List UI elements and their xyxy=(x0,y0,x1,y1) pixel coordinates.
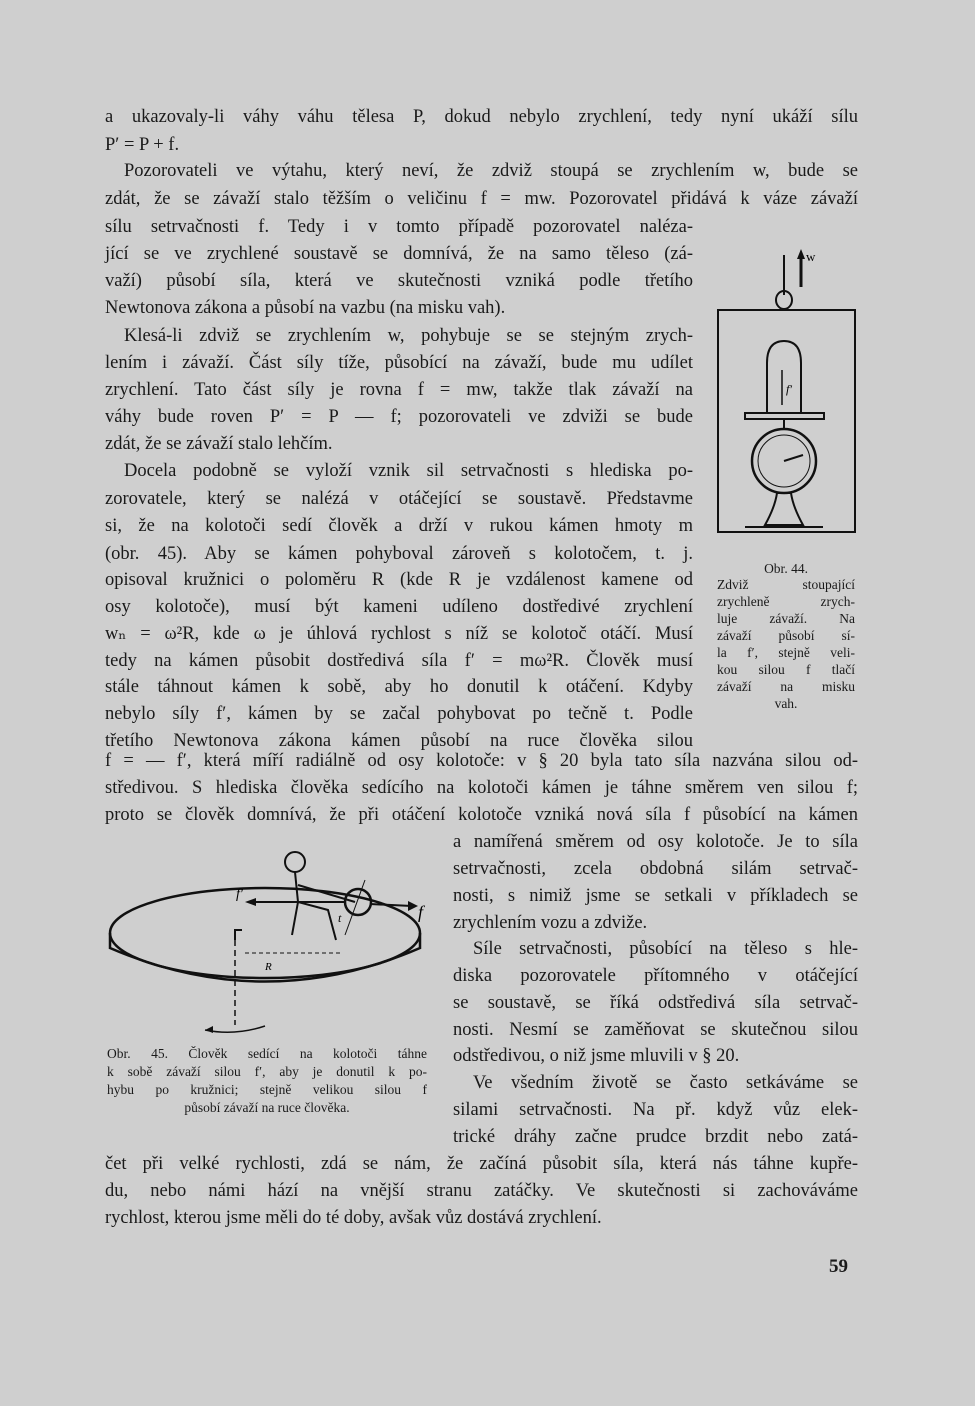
fig44-caption-line: kou silou f tlačí xyxy=(717,662,855,677)
fig45-f-label: f xyxy=(418,902,424,922)
body-text-line: váhy bude roven P′ = P — f; pozorovateli ve zdviži se bude xyxy=(105,407,693,427)
body-text-line: jící se ve zrychlené soustavě se domnívá, že na samo těleso (zá- xyxy=(105,244,693,264)
body-text-line: trické dráhy začne prudce brzdit nebo zatá- xyxy=(453,1127,858,1147)
body-text-line: važí) působí síla, která ve skutečnosti vzniká podle třetího xyxy=(105,271,693,291)
body-text-line: se soustavě, se říká odstředivá síla setrvač- xyxy=(453,993,858,1013)
fig44-caption-line: Zdviž stoupající xyxy=(717,577,855,592)
body-text-line: P′ = P + f. xyxy=(105,135,180,155)
body-text-line: Ve všedním životě se často setkáváme se xyxy=(473,1073,858,1093)
fig44-caption-line: la f′, stejně veli- xyxy=(717,645,855,660)
body-text-line: silami setrvačnosti. Na př. když vůz elek- xyxy=(453,1100,858,1120)
page-number: 59 xyxy=(829,1256,848,1277)
body-text-line: rychlost, kterou jsme měli do té doby, avšak vůz dostává zrychlení. xyxy=(105,1208,602,1228)
body-text-line: opisoval kružnici o poloměru R (kde R je vzdálenost kamene od xyxy=(105,570,693,590)
body-text-line: třetího Newtonova zákona kámen působí na ruce člověka silou xyxy=(105,731,693,751)
body-text-line: tedy na kámen působit dostředivá síla f′ = mω²R. Člověk musí xyxy=(105,651,693,671)
body-text-line: zdát, že se závaží stalo lehčím. xyxy=(105,434,333,454)
fig45-t-label: t xyxy=(338,911,342,925)
fig44-caption-line: zrychleně zrych- xyxy=(717,594,855,609)
body-text-line: lením i závaží. Část síly tíže, působící na závaží, bude mu udílet xyxy=(105,353,693,373)
body-text-line: zrychlení. Tato část síly je rovna f = mw, takže tlak závaží na xyxy=(105,380,693,400)
body-text-line: nebylo síly f′, kámen by se začal pohybovat po tečně t. Podle xyxy=(105,704,693,724)
body-text-line: setrvačnosti, zcela obdobná silám setrvač- xyxy=(453,859,858,879)
body-text-line: f = — f′, která míří radiálně od osy kolotoče: v § 20 byla tato síla nazvána silou od- xyxy=(105,751,858,771)
body-text-line: středivou. S hlediska člověka sedícího na kolotoči kámen je táhne směrem ven silou f; xyxy=(105,778,858,798)
body-text-line: stále táhnout kámen k sobě, aby ho donutil k otáčení. Kdyby xyxy=(105,677,693,697)
fig44-caption-line: závaží na misku xyxy=(717,679,855,694)
body-text-line: odstředivou, o niž jsme mluvili v § 20. xyxy=(453,1046,740,1066)
body-text-line: zrychlením vozu a zdviže. xyxy=(453,913,648,933)
body-text-line: Síle setrvačnosti, působící na těleso s hle- xyxy=(473,939,858,959)
body-text-line: zorovatele, který se nalézá v otáčející se soustavě. Představme xyxy=(105,489,693,509)
body-text-line: sílu setrvačnosti f. Tedy i v tomto případě pozorovatel naléza- xyxy=(105,217,693,237)
body-text-line: nosti, s nimiž jsme se setkali v příkladech se xyxy=(453,886,858,906)
fig45-caption-line: Obr. 45. Člověk sedící na kolotoči táhne xyxy=(107,1046,427,1061)
fig44-w-label: w xyxy=(806,249,816,264)
body-text-line: (obr. 45). Aby se kámen pohyboval zároveň s kolotočem, t. j. xyxy=(105,544,693,564)
body-text-line: a ukazovaly-li váhy váhu tělesa P, dokud nebylo zrychlení, tedy nyní ukáží sílu xyxy=(105,107,858,127)
fig45-f-prime-label: f′ xyxy=(236,887,243,902)
body-text-line: nosti. Nesmí se zaměňovat se skutečnou silou xyxy=(453,1020,858,1040)
figure-44-elevator xyxy=(715,245,865,545)
fig45-R-label: R xyxy=(265,961,272,973)
body-text-line: proto se člověk domnívá, že při otáčení kolotoče vzniká nová síla f působící na kámen xyxy=(105,805,858,825)
body-text-line: čet při velké rychlosti, zdá se nám, že začíná působit síla, která nás táhne kupře- xyxy=(105,1154,858,1174)
body-text-line: osy kolotoče), musí být kameni udíleno dostředivé zrychlení xyxy=(105,597,693,617)
body-text-line: Klesá-li zdviž se zrychlením w, pohybuje se se stejným zrych- xyxy=(124,326,693,346)
fig44-caption-line: luje závaží. Na xyxy=(717,611,855,626)
fig44-caption-line: závaží působí sí- xyxy=(717,628,855,643)
body-text-line: Pozorovateli ve výtahu, který neví, že zdviž stoupá se zrychlením w, bude se xyxy=(124,161,858,181)
body-text-line: a namířená směrem od osy kolotoče. Je to síla xyxy=(453,832,858,852)
body-text-line: Docela podobně se vyloží vznik sil setrvačnosti s hlediska po- xyxy=(124,461,693,481)
body-text-line: du, nebo námi hází na vnější stranu zatáčky. Ve skutečnosti si zachováváme xyxy=(105,1181,858,1201)
body-text-line: diska pozorovatele přítomného v otáčející xyxy=(453,966,858,986)
fig44-f-label: f′ xyxy=(786,382,792,396)
fig44-caption-line: Obr. 44. xyxy=(764,561,808,576)
fig44-caption-line: vah. xyxy=(774,696,798,711)
fig45-caption-line: působí závaží na ruce člověka. xyxy=(184,1100,350,1115)
body-text-line: si, že na kolotoči sedí člověk a drží v rukou kámen hmoty m xyxy=(105,516,693,536)
fig45-caption-line: hybu po kružnici; stejně velikou silou f xyxy=(107,1082,427,1097)
figure-45-carousel xyxy=(100,840,440,1040)
body-text-line: Newtonova zákona a působí na vazbu (na misku vah). xyxy=(105,298,506,318)
body-text-line: wₙ = ω²R, kde ω je úhlová rychlost s níž se kolotoč otáčí. Musí xyxy=(105,624,693,644)
fig45-caption-line: k sobě závaží silou f′, aby je donutil k po- xyxy=(107,1064,427,1079)
body-text-line: zdát, že se závaží stalo těžším o veličinu f = mw. Pozorovatel přidává k váze závaží xyxy=(105,189,858,209)
